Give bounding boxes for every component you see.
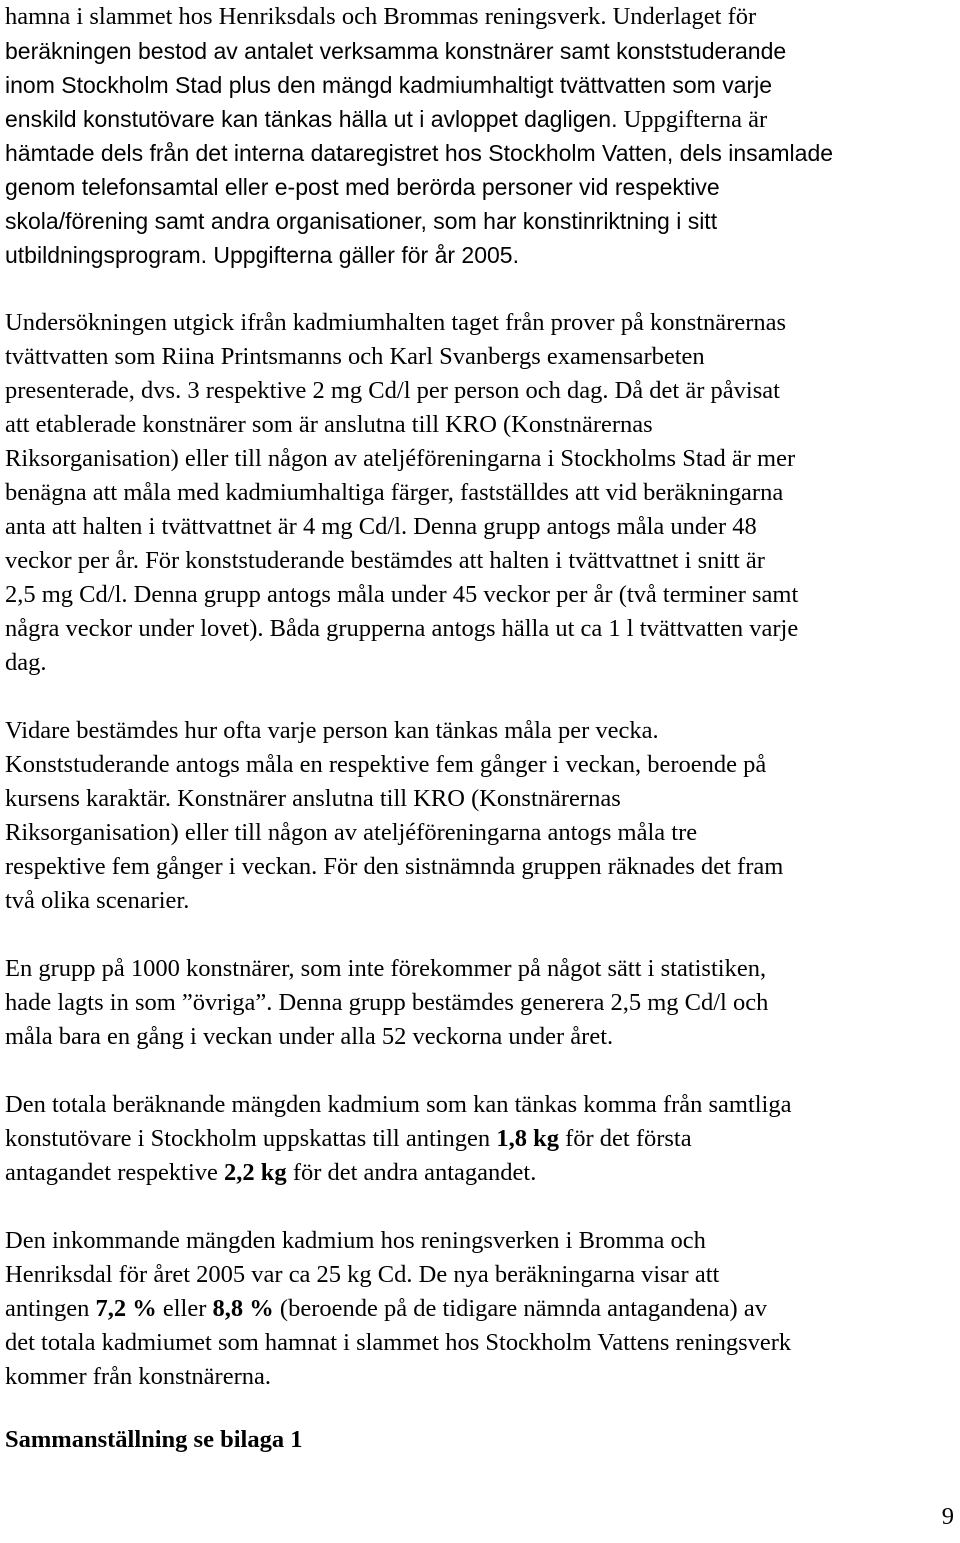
- paragraph-total: [5, 1088, 960, 1190]
- text-line: två olika scenarier.: [5, 887, 190, 914]
- text-line: dag.: [5, 649, 47, 676]
- text-line: Riksorganisation) eller till någon av ateljéföreningarna i Stockholms Stad är mer: [5, 445, 796, 472]
- text-line: beräkningen bestod av antalet verksamma konstnärer samt konststuderande: [5, 38, 787, 64]
- text-line: Henriksdal för året 2005 var ca 25 kg Cd. De nya beräkningarna visar att: [5, 1261, 720, 1288]
- text-line: [5, 102, 960, 136]
- text-segment: för det första: [558, 1125, 692, 1152]
- text-line: utbildningsprogram. Uppgifterna gäller för år 2005.: [5, 242, 519, 268]
- text-segment: Uppgifterna är: [623, 106, 768, 133]
- text-line: En grupp på 1000 konstnärer, som inte förekommer på något sätt i statistiken,: [5, 955, 767, 982]
- text-line: kommer från konstnärerna.: [5, 1363, 271, 1390]
- text-line: veckor per år. För konststuderande bestämdes att halten i tvättvattnet i snitt är: [5, 547, 765, 574]
- text-line: presenterade, dvs. 3 respektive 2 mg Cd/l per person och dag. Då det är påvisat: [5, 377, 780, 404]
- paragraph-frequency: [5, 714, 960, 918]
- bold-value: 2,2 kg: [224, 1159, 287, 1186]
- text-line: hade lagts in som ”övriga”. Denna grupp bestämdes generera 2,5 mg Cd/l och: [5, 989, 769, 1016]
- text-line: 2,5 mg Cd/l. Denna grupp antogs måla under 45 veckor per år (två terminer samt: [5, 581, 799, 608]
- text-line: hämtade dels från det interna dataregistret hos Stockholm Vatten, dels insamlade: [5, 140, 834, 166]
- paragraph-others: [5, 952, 960, 1054]
- text-segment: (beroende på de tidigare nämnda antagandena) av: [273, 1295, 767, 1322]
- document-page: [5, 0, 960, 1428]
- text-line: Riksorganisation) eller till någon av ateljéföreningarna antogs måla tre: [5, 819, 698, 846]
- text-line: [5, 1156, 960, 1190]
- text-line: respektive fem gånger i veckan. För den sistnämnda gruppen räknades det fram: [5, 853, 784, 880]
- text-segment: för det andra antagandet.: [286, 1159, 537, 1186]
- text-line: hamna i slammet hos Henriksdals och Brommas reningsverk. Underlaget för: [5, 3, 757, 30]
- text-segment: antagandet respektive: [5, 1159, 225, 1186]
- section-heading: Sammanställning se bilaga 1: [5, 1426, 303, 1453]
- text-line: kursens karaktär. Konstnärer anslutna till KRO (Konstnärernas: [5, 785, 621, 812]
- text-line: [5, 1122, 960, 1156]
- text-line: benägna att måla med kadmiumhaltiga färger, fastställdes att vid beräkningarna: [5, 479, 784, 506]
- paragraph-result: [5, 1224, 960, 1394]
- paragraph-method: [5, 306, 960, 680]
- text-line: Konststuderande antogs måla en respektive fem gånger i veckan, beroende på: [5, 751, 767, 778]
- text-line: Den totala beräknande mängden kadmium som kan tänkas komma från samtliga: [5, 1091, 792, 1118]
- text-line: några veckor under lovet). Båda grupperna antogs hälla ut ca 1 l tvättvatten varje: [5, 615, 799, 642]
- text-segment: konstutövare i Stockholm uppskattas till antingen: [5, 1125, 497, 1152]
- text-line: skola/förening samt andra organisationer, som har konstinriktning i sitt: [5, 208, 718, 234]
- paragraph-intro: [5, 0, 960, 272]
- text-line: genom telefonsamtal eller e-post med berörda personer vid respektive: [5, 174, 720, 200]
- text-line: Undersökningen utgick ifrån kadmiumhalten taget från prover på konstnärernas: [5, 309, 787, 336]
- bold-value: 1,8 kg: [496, 1125, 559, 1152]
- text-line: det totala kadmiumet som hamnat i slammet hos Stockholm Vattens reningsverk: [5, 1329, 792, 1356]
- text-line: anta att halten i tvättvattnet är 4 mg Cd/l. Denna grupp antogs måla under 48: [5, 513, 757, 540]
- page-number: 9: [941, 1503, 954, 1530]
- bold-value: 8,8 %: [212, 1295, 274, 1322]
- text-line: Den inkommande mängden kadmium hos reningsverken i Bromma och: [5, 1227, 706, 1254]
- text-line: måla bara en gång i veckan under alla 52 veckorna under året.: [5, 1023, 614, 1050]
- text-segment: enskild konstutövare kan tänkas hälla ut i avloppet dagligen.: [5, 106, 618, 132]
- text-line: tvättvatten som Riina Printsmanns och Karl Svanbergs examensarbeten: [5, 343, 705, 370]
- text-line: [5, 1292, 960, 1326]
- text-segment: eller: [156, 1295, 213, 1322]
- text-segment: antingen: [5, 1295, 96, 1322]
- text-line: Vidare bestämdes hur ofta varje person kan tänkas måla per vecka.: [5, 717, 659, 744]
- text-line: inom Stockholm Stad plus den mängd kadmiumhaltigt tvättvatten som varje: [5, 72, 773, 98]
- text-line: att etablerade konstnärer som är anslutna till KRO (Konstnärernas: [5, 411, 653, 438]
- bold-value: 7,2 %: [95, 1295, 157, 1322]
